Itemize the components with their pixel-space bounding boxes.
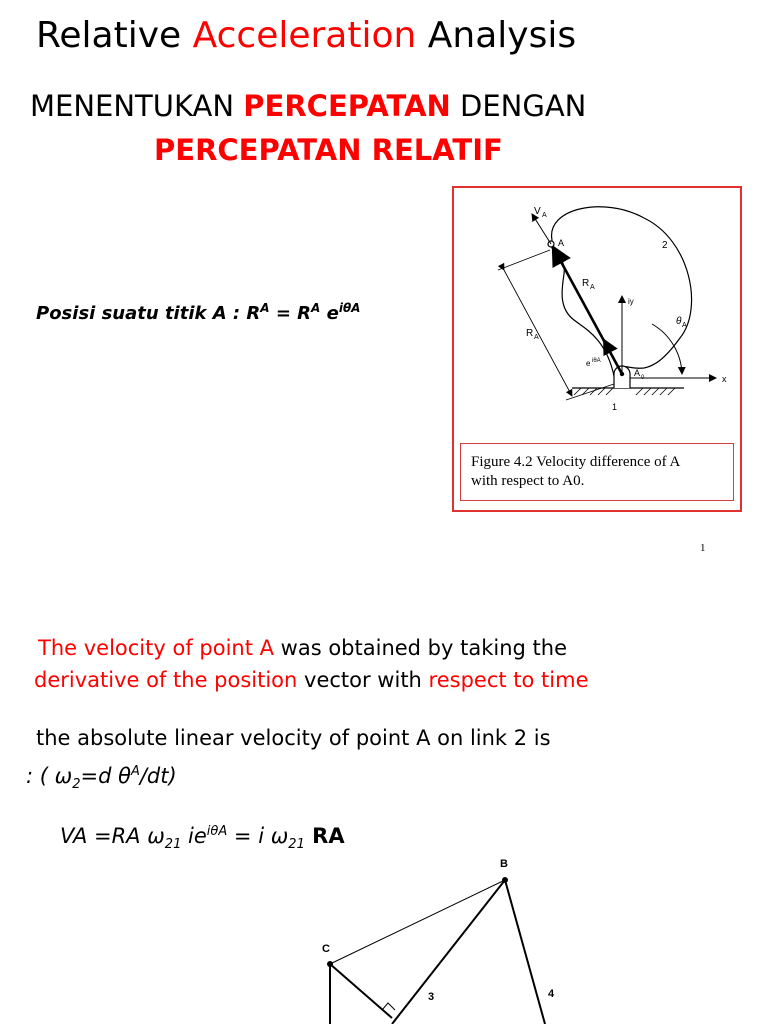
label-ra: R [582,278,590,289]
subtitle-part-2: PERCEPATAN [243,89,451,123]
veq-d: RA [304,824,345,848]
omega-a: : ( ω [26,764,73,788]
velocity-l1-rest: was obtained by taking the [274,636,567,660]
label-a0: A [634,368,641,378]
label-va-sub: A [542,212,547,219]
subtitle-line-1 [30,84,586,128]
veq-sub-1: 21 [164,837,182,853]
position-equation [36,294,360,328]
velocity-l2-mid: vector with [297,668,429,692]
position-sup-3: iθA [338,301,361,315]
label-link-4: 4 [548,988,555,1000]
velocity-l2-red-2: respect to time [428,668,589,692]
label-x: x [722,374,727,384]
omega-definition [26,756,177,801]
velocity-line-3: the absolute linear velocity of point A on link 2 is [36,726,551,750]
label-a: A [558,238,565,248]
label-ra-sub: A [590,284,595,291]
label-theta-sub: A [682,322,687,329]
velocity-l1-red: The velocity of point A [38,636,274,660]
title-part-2: Acceleration [192,15,417,56]
veq-c: = i ω [227,824,289,848]
label-b: B [500,858,508,870]
velocity-line-2 [34,664,589,696]
figure-caption [460,443,734,501]
label-e-sup: iθA [592,358,601,364]
label-link-2: 2 [662,240,668,251]
position-eq: = R [269,303,312,324]
position-e: e [320,303,339,324]
title-part-3: Analysis [416,15,577,56]
label-ground: 1 [612,402,618,412]
veq-b: ie [181,824,207,848]
velocity-l2-red-1: derivative of the position [34,668,298,692]
omega-b: =d θ [80,764,131,788]
omega-c: /dt) [139,764,177,788]
subtitle-part-3: DENGAN [450,89,587,123]
label-e: e [586,359,591,368]
label-va: V [534,206,541,217]
position-sup-2: A [311,301,321,315]
title-part-1: Relative [36,15,193,56]
veq-sup: iθA [206,824,228,839]
label-ra-dim: R [526,328,534,339]
velocity-line-1 [38,632,567,664]
veq-a: VA =RA ω [60,824,165,848]
linkage-diagram [300,850,600,1024]
page-number: 1 [700,542,706,554]
subtitle-part-1: MENENTUKAN [30,89,244,123]
caption-line-1: Figure 4.2 Velocity difference of A [471,454,681,470]
figure-box [452,186,742,512]
label-iy: iy [628,297,634,306]
position-label: Posisi suatu titik A : R [36,303,261,324]
omega-sub: 2 [72,777,81,793]
slide-title [36,12,576,60]
label-a0-sub: 0 [641,375,645,381]
caption-line-2: with respect to A0. [471,473,585,489]
label-link-3: 3 [428,991,435,1003]
label-ra-dim-sub: A [534,334,539,341]
link-diagram [454,188,740,438]
position-sup-1: A [260,301,270,315]
omega-sup: A [130,764,140,779]
label-c: C [322,943,330,955]
label-theta: θ [676,316,682,327]
veq-sub-2: 21 [288,837,305,853]
subtitle-line-2: PERCEPATAN RELATIF [154,133,503,167]
